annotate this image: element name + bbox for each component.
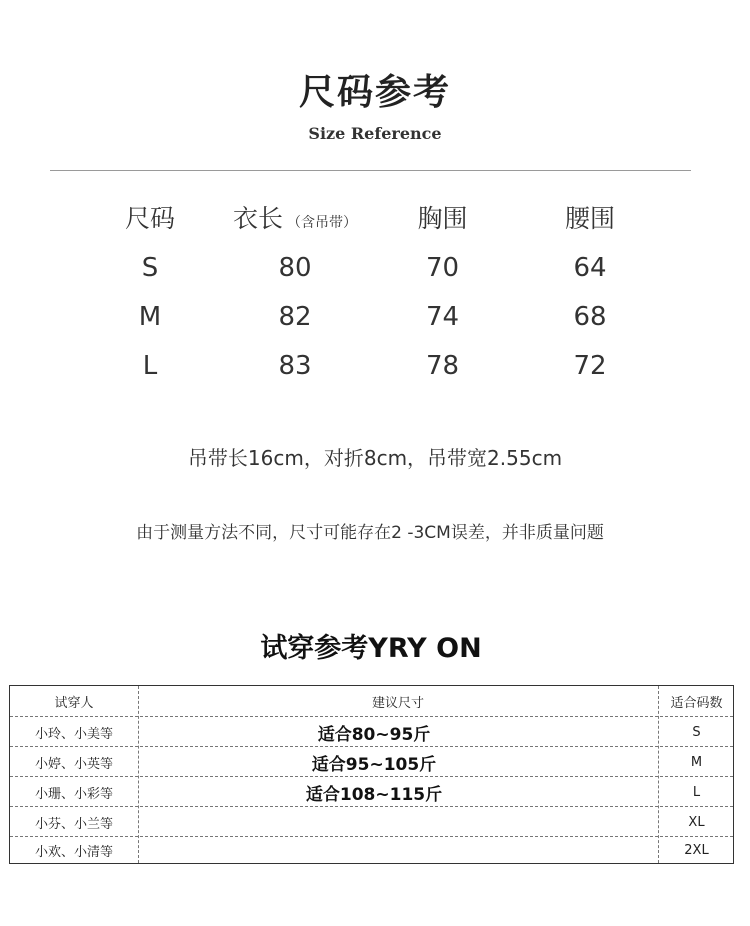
suggestion-text: 适合108~115斤 [305, 784, 443, 805]
size-cell: M [138, 302, 162, 332]
size-table-header [0, 196, 750, 245]
fit-size-cell: M [690, 754, 703, 770]
chest-cell: 78 [425, 351, 460, 381]
header-length-label: 衣长 [232, 204, 283, 233]
size-row-s [0, 245, 750, 294]
waist-cell: 72 [573, 351, 607, 381]
tryon-header-row [10, 686, 733, 716]
size-cell: L [142, 351, 158, 381]
length-cell: 80 [278, 253, 312, 283]
size-row-l [0, 343, 750, 392]
chest-cell: 74 [425, 302, 460, 332]
header-size: 尺码 [124, 204, 175, 233]
divider [50, 170, 691, 171]
fit-size-cell: S [692, 724, 701, 740]
tryon-row [10, 836, 733, 864]
waist-cell: 64 [573, 253, 607, 283]
waist-cell: 68 [573, 302, 607, 332]
suggestion-text: 适合95~105斤 [311, 754, 437, 775]
header-length [215, 196, 375, 245]
fit-size-cell: L [692, 784, 701, 800]
suggestion-cell [139, 807, 659, 837]
header-person: 试穿人 [54, 695, 94, 711]
length-cell: 83 [278, 351, 312, 381]
person-cell: 小玲、小美等 [34, 726, 113, 742]
tryon-row [10, 776, 733, 807]
fit-size-cell: 2XL [684, 843, 709, 858]
person-cell: 小芬、小兰等 [34, 816, 113, 832]
suggestion-cell [139, 837, 659, 864]
suggestion-cell [139, 747, 659, 777]
tryon-table [9, 685, 734, 864]
header-suggestion-label: 建议尺寸 [371, 695, 424, 711]
chest-cell: 70 [425, 253, 460, 283]
header-waist: 腰围 [564, 204, 615, 233]
header-suggestion [139, 686, 659, 716]
suggestion-cell [139, 717, 659, 747]
header-length-note: （含吊带） [287, 215, 357, 231]
size-row-m [0, 294, 750, 343]
person-cell: 小婷、小英等 [34, 756, 113, 772]
tryon-row [10, 716, 733, 747]
size-reference-title: 尺码参考 [298, 72, 451, 113]
measurement-error-note: 由于测量方法不同，尺寸可能存在2 -3CM误差，并非质量问题 [136, 523, 604, 543]
person-cell: 小欢、小清等 [34, 845, 113, 860]
header-fit-size: 适合码数 [670, 695, 723, 711]
header-chest: 胸围 [417, 204, 468, 233]
length-cell: 82 [278, 302, 312, 332]
size-cell: S [141, 253, 159, 283]
suggestion-cell [139, 777, 659, 807]
person-cell: 小珊、小彩等 [34, 786, 113, 802]
tryon-row [10, 806, 733, 837]
fit-size-cell: XL [688, 814, 705, 830]
tryon-row [10, 746, 733, 777]
strap-note: 吊带长16cm，对折8cm，吊带宽2.55cm [187, 446, 563, 470]
size-reference-subtitle: Size Reference [308, 124, 442, 143]
size-table [0, 196, 750, 392]
suggestion-text: 适合80~95斤 [317, 724, 431, 745]
tryon-title: 试穿参考YRY ON [260, 633, 482, 664]
